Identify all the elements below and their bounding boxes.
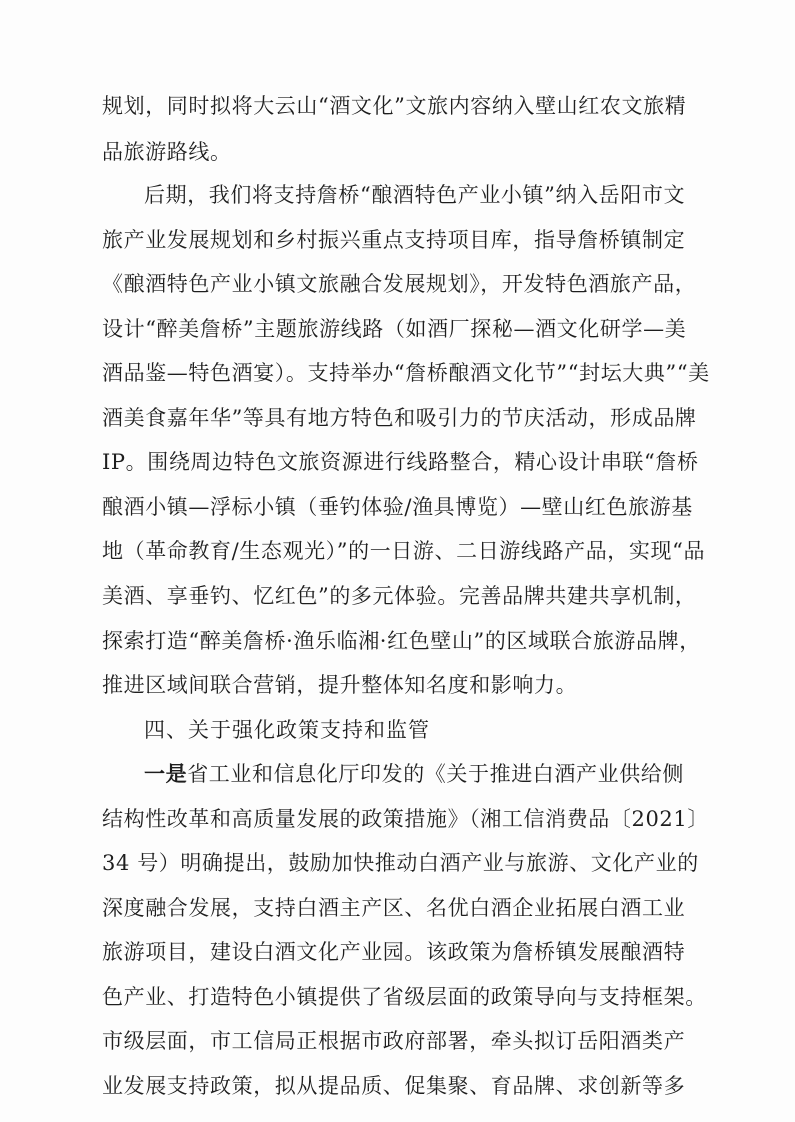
paragraph-line: 深度融合发展，支持白酒主产区、名优白酒企业拓展白酒工业 (102, 896, 686, 920)
paragraph-line: 品旅游路线。 (102, 140, 232, 164)
section-heading: 四、关于强化政策支持和监管 (144, 718, 430, 742)
paragraph-line: 设计“醉美詹桥”主题旅游线路（如酒厂探秘—酒文化研学—美 (102, 317, 687, 341)
paragraph-line: 旅产业发展规划和乡村振兴重点支持项目库，指导詹桥镇制定 (102, 228, 686, 252)
paragraph-line: 酒品鉴—特色酒宴）。支持举办“詹桥酿酒文化节”“封坛大典”“美 (102, 361, 710, 385)
paragraph-line: 色产业、打造特色小镇提供了省级层面的政策导向与支持框架。 (102, 985, 707, 1009)
paragraph-line: 酿酒小镇—浮标小镇（垂钓体验/渔具博览）—壁山红色旅游基 (102, 495, 693, 519)
paragraph-lead: 一是 (144, 761, 188, 786)
paragraph-line: 34 号）明确提出，鼓励加快推动白酒产业与旅游、文化产业的 (102, 851, 699, 875)
paragraph-line: 后期，我们将支持詹桥“酿酒特色产业小镇”纳入岳阳市文 (144, 183, 686, 207)
paragraph-line: 酒美食嘉年华”等具有地方特色和吸引力的节庆活动，形成品牌 (102, 406, 697, 430)
paragraph-line: 旅游项目，建设白酒文化产业园。该政策为詹桥镇发展酿酒特 (102, 940, 686, 964)
paragraph-line: 结构性改革和高质量发展的政策措施》（湘工信消费品〔2021〕 (102, 807, 709, 831)
paragraph-text: 省工业和信息化厅印发的《关于推进白酒产业供给侧 (187, 762, 685, 786)
paragraph-line (144, 761, 684, 787)
paragraph-line: 《酿酒特色产业小镇文旅融合发展规划》，开发特色酒旅产品， (102, 272, 697, 296)
paragraph-line: IP。围绕周边特色文旅资源进行线路整合，精心设计串联“詹桥 (102, 450, 699, 474)
paragraph-line: 业发展支持政策，拟从提品质、促集聚、育品牌、求创新等多 (102, 1074, 686, 1098)
paragraph-line: 探索打造“醉美詹桥·渔乐临湘·红色壁山”的区域联合旅游品牌， (102, 629, 701, 653)
paragraph-line: 推进区域间联合营销，提升整体知名度和影响力。 (102, 673, 578, 697)
paragraph-line: 规划，同时拟将大云山“酒文化”文旅内容纳入壁山红农文旅精 (102, 94, 687, 118)
paragraph-line: 地（革命教育/生态观光）”的一日游、二日游线路产品，实现“品 (102, 539, 706, 563)
paragraph-line: 美酒、享垂钓、忆红色”的多元体验。完善品牌共建共享机制， (102, 584, 697, 608)
paragraph-line: 市级层面，市工信局正根据市政府部署，牵头拟订岳阳酒类产 (102, 1029, 686, 1053)
